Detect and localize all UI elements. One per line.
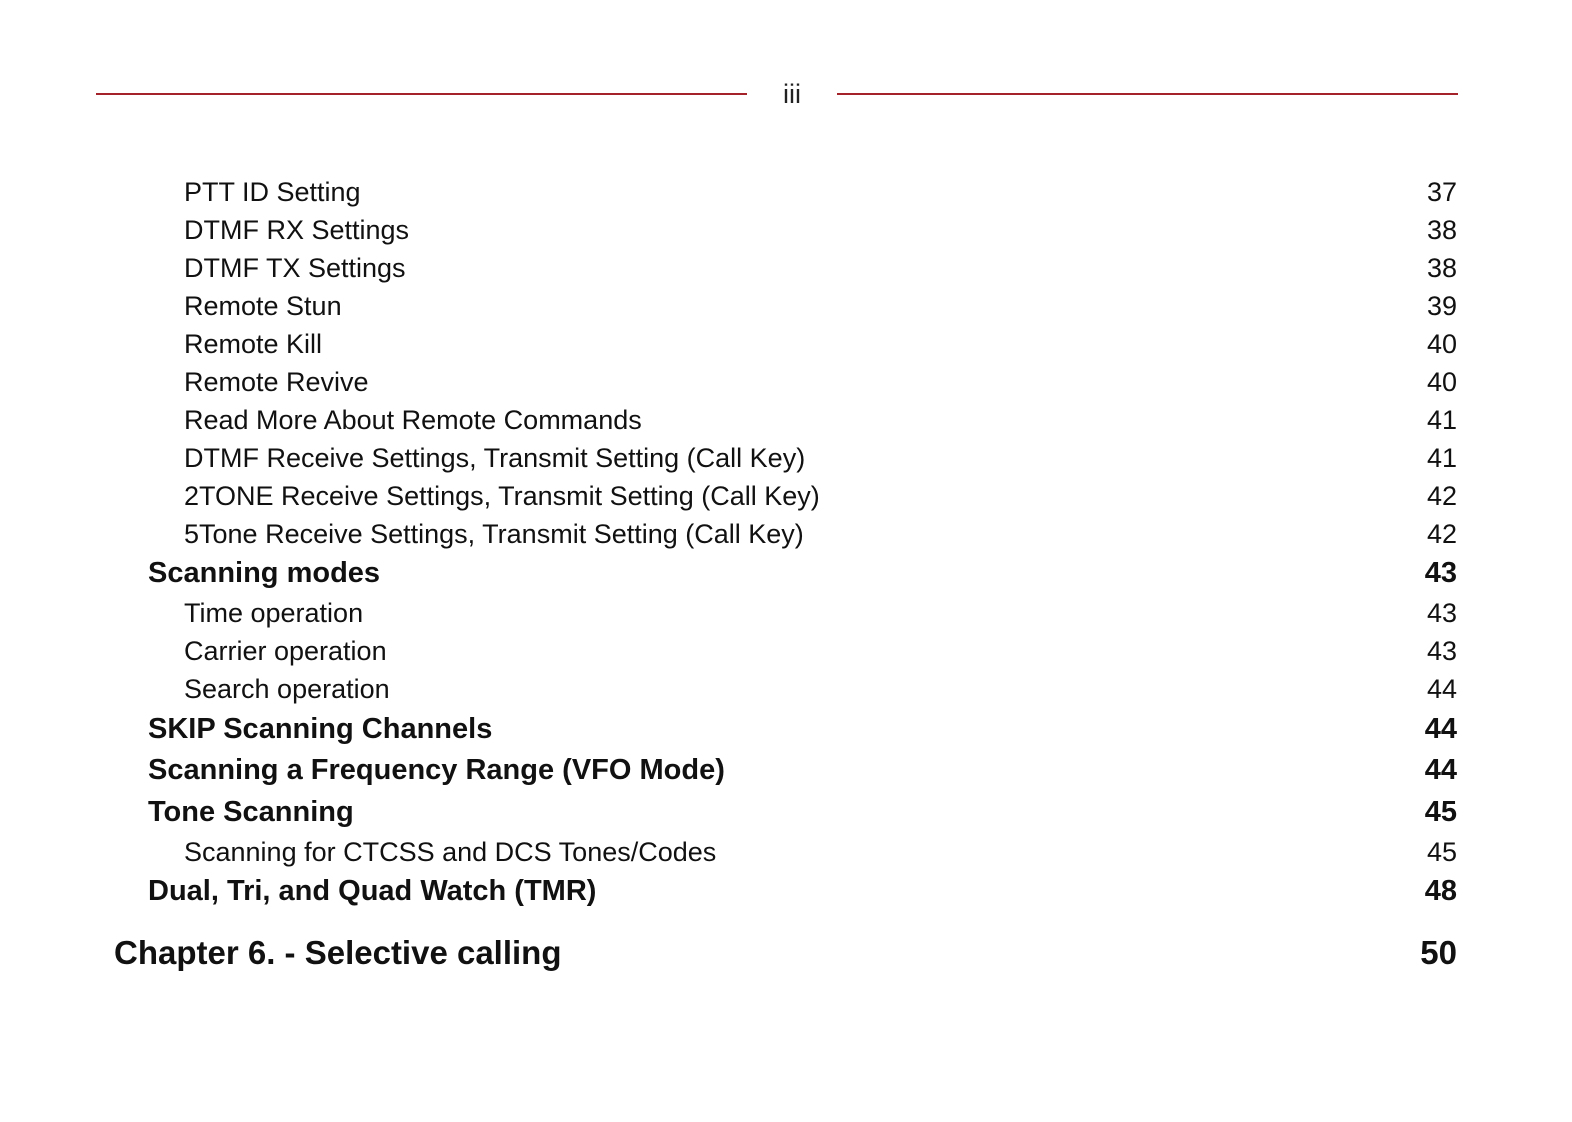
page-number: iii [783,79,801,109]
toc-entry[interactable] [184,833,1457,871]
toc-entry[interactable] [184,632,1457,670]
toc-entry-page: 43 [1426,598,1457,628]
toc-entry-page: 37 [1426,177,1457,207]
toc-entry[interactable] [184,594,1457,632]
toc-entry-page: 38 [1426,253,1457,283]
toc-entry-title: 2TONE Receive Settings, Transmit Setting (Call Key) [184,481,820,511]
toc-entry[interactable] [184,211,1457,249]
toc-entry-page: 50 [1420,934,1457,971]
toc-entry-title: Scanning a Frequency Range (VFO Mode) [148,754,725,786]
toc-entry-page: 38 [1426,215,1457,245]
toc-entry-title: Tone Scanning [148,796,354,828]
toc-entry-page: 42 [1426,519,1457,549]
toc-entry-title: Scanning for CTCSS and DCS Tones/Codes [184,837,717,867]
toc-entry-page: 45 [1424,796,1457,828]
toc-entry-page: 43 [1424,557,1457,589]
toc-entry[interactable] [184,515,1457,553]
toc-entry[interactable] [184,439,1457,477]
toc-entry-title: SKIP Scanning Channels [148,713,493,745]
toc-entry-page: 48 [1424,875,1457,907]
toc-entry-page: 40 [1426,367,1457,397]
toc-entry[interactable] [184,477,1457,515]
toc-entry-title: Remote Kill [184,329,323,359]
toc-entry-title: Scanning modes [148,557,381,589]
toc-entry-title: Remote Revive [184,367,369,397]
toc-section-entry[interactable] [148,871,1457,911]
toc-entry-title: PTT ID Setting [184,177,361,207]
toc-entry-title: Time operation [184,598,364,628]
toc-entry-title: DTMF Receive Settings, Transmit Setting (Call Key) [184,443,806,473]
toc-entry-title: Search operation [184,674,390,704]
toc-entry-page: 42 [1426,481,1457,511]
toc-entry-page: 44 [1424,713,1457,745]
toc-entry-page: 39 [1426,291,1457,321]
toc-entry[interactable] [184,173,1457,211]
toc-entry[interactable] [184,363,1457,401]
toc-entry-page: 44 [1426,674,1457,704]
toc-entry-title: Chapter 6. - Selective calling [114,934,562,971]
toc-section-entry[interactable] [148,553,1457,593]
toc-entry-page: 41 [1426,405,1457,435]
toc-entry-page: 44 [1424,754,1457,786]
toc-section-entry[interactable] [148,792,1457,832]
toc-section-entry[interactable] [148,750,1457,790]
toc-entry-page: 40 [1426,329,1457,359]
toc-entry-page: 45 [1426,837,1457,867]
toc-chapter-entry[interactable] [114,931,1457,975]
toc-entry-page: 43 [1426,636,1457,666]
toc-entry-title: 5Tone Receive Settings, Transmit Setting (Call Key) [184,519,804,549]
toc-entry[interactable] [184,670,1457,708]
toc-entry-title: DTMF TX Settings [184,253,406,283]
toc-entry-title: Read More About Remote Commands [184,405,642,435]
toc-entry[interactable] [184,249,1457,287]
toc-section-entry[interactable] [148,709,1457,749]
toc-entry-title: DTMF RX Settings [184,215,410,245]
toc-entry-title: Remote Stun [184,291,342,321]
toc-entry[interactable] [184,325,1457,363]
toc-entry-page: 41 [1426,443,1457,473]
toc-entry-title: Dual, Tri, and Quad Watch (TMR) [148,875,597,907]
toc-entry[interactable] [184,401,1457,439]
toc-entry[interactable] [184,287,1457,325]
toc-entry-title: Carrier operation [184,636,387,666]
